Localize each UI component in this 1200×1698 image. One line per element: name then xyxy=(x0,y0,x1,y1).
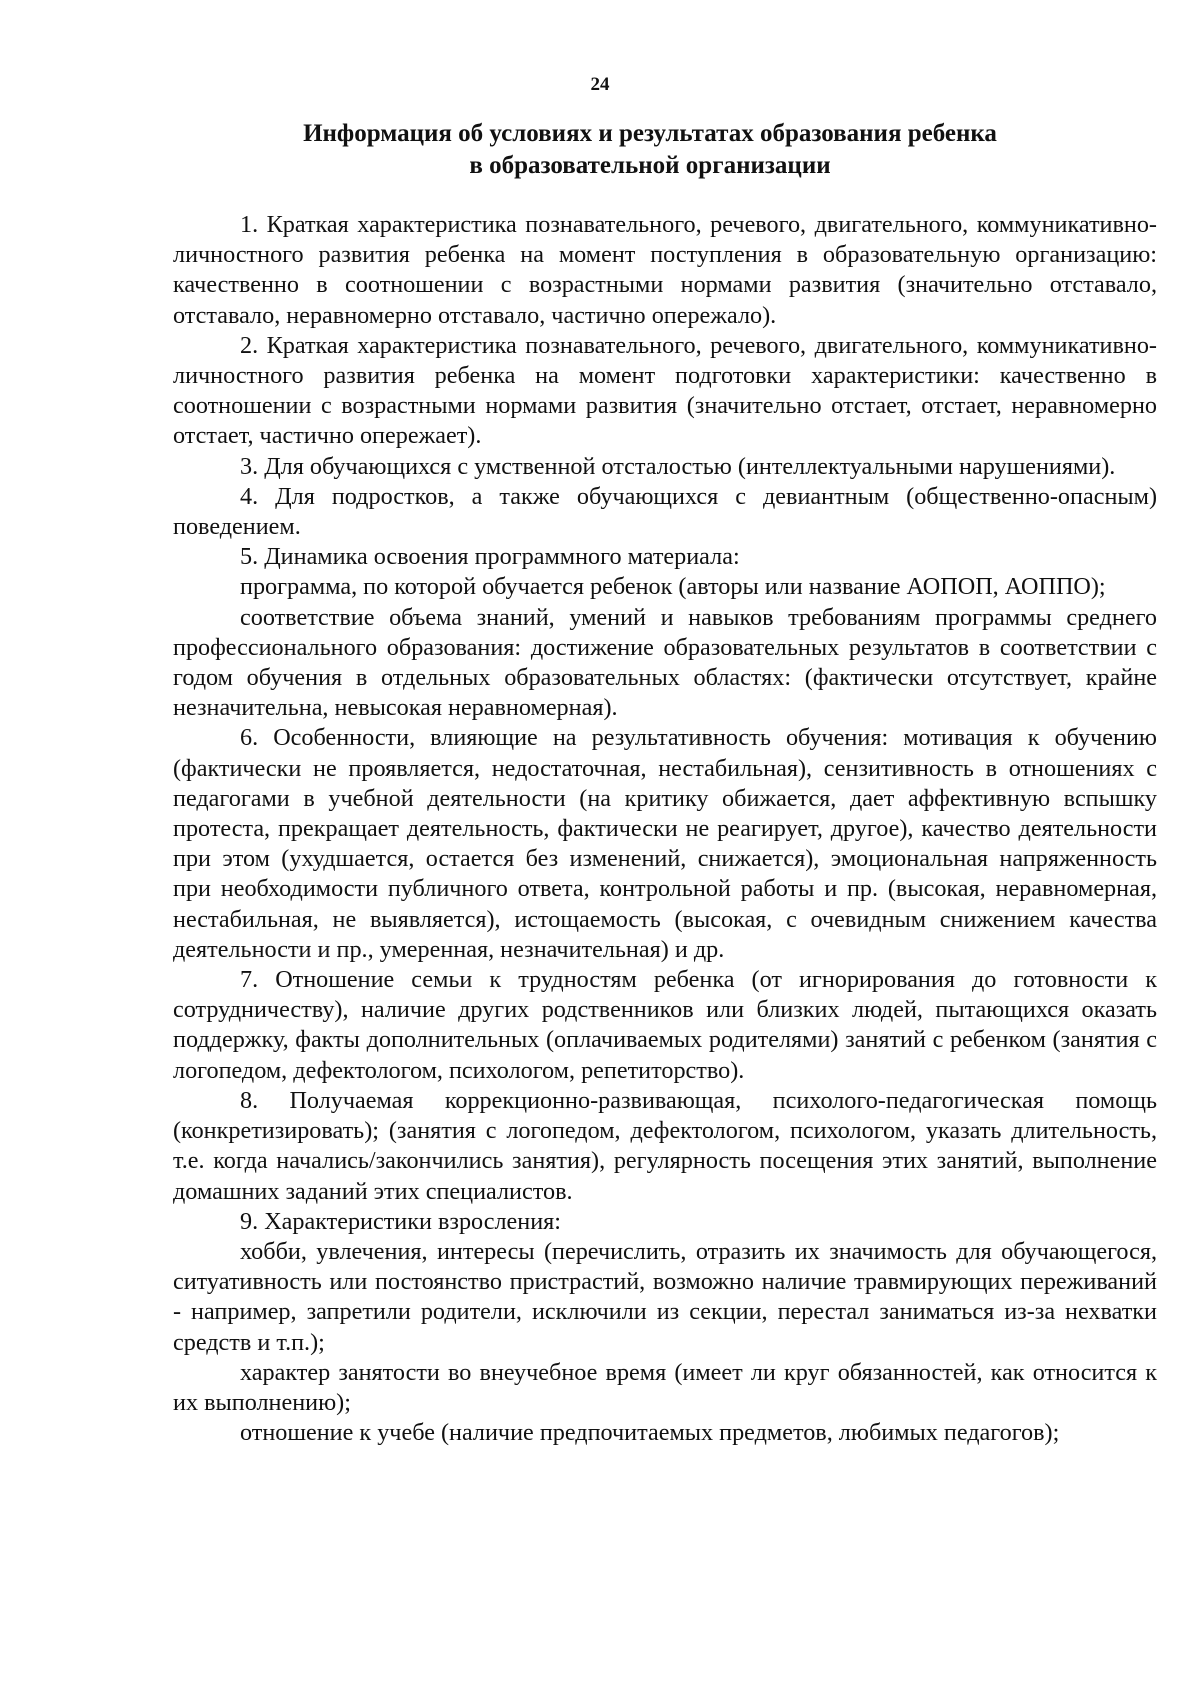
paragraph-9-hobbies: хобби, увлечения, интересы (перечислить, отразить их значимость для обучающегося, ситуативность или постоянство пристрастий, возможно наличие травмирующих переживаний - например, запретили родители, исключили из секции, перестал заниматься из-за нехватки средств и т.п.); xyxy=(173,1237,1157,1356)
document-title-line-1: Информация об условиях и результатах образования ребенка xyxy=(303,120,997,147)
paragraph-7: 7. Отношение семьи к трудностям ребенка (от игнорирования до готовности к сотрудничеству), наличие других родственников или близких людей, пытающихся оказать поддержку, факты дополнительных (оплачиваемых родителями) занятий с ребенком (занятия с логопедом, дефектологом, психологом, репетиторство). xyxy=(173,966,1157,1084)
paragraph-5: 5. Динамика освоения программного материала: xyxy=(240,543,740,571)
document-title-line-2: в образовательной организации xyxy=(469,152,831,179)
paragraph-5-compliance: соответствие объема знаний, умений и навыков требованиям программы среднего профессионального образования: достижение образовательных результатов в соответствии с годом обучения в отдельных образовательных областях: (фактически отсутствует, крайне незначительна, невысокая неравномерная). xyxy=(173,603,1157,722)
paragraph-3: 3. Для обучающихся с умственной отсталостью (интеллектуальными нарушениями). xyxy=(240,452,1116,480)
paragraph-1: 1. Краткая характеристика познавательного, речевого, двигательного, коммуникативно-личностного развития ребенка на момент поступления в образовательную организацию: качественно в соотношении с возрастными нормами развития (значительно отставало, отставало, неравномерно отставало, частично опережало). xyxy=(173,211,1157,329)
page-number: 24 xyxy=(590,74,610,95)
paragraph-5-program: программа, по которой обучается ребенок (авторы или название АОПОП, АОППО); xyxy=(240,573,1106,601)
document-body xyxy=(173,210,1157,1448)
paragraph-8: 8. Получаемая коррекционно-развивающая, психолого-педагогическая помощь (конкретизировать); (занятия с логопедом, дефектологом, психологом, указать длительность, т.е. когда начались/закончились занятия), регулярность посещения этих занятий, выполнение домашних заданий этих специалистов. xyxy=(173,1086,1157,1205)
paragraph-4: 4. Для подростков, а также обучающихся с девиантным (общественно-опасным) поведением. xyxy=(173,482,1157,541)
paragraph-6: 6. Особенности, влияющие на результативность обучения: мотивация к обучению (фактически не проявляется, недостаточная, нестабильная), сензитивность в отношениях с педагогами в учебной деятельности (на критику обижается, дает аффективную вспышку протеста, прекращает деятельность, фактически не реагирует, другое), качество деятельности при этом (ухудшается, остается без изменений, снижается), эмоциональная напряженность при необходимости публичного ответа, контрольной работы и пр. (высокая, неравномерная, нестабильная, не выявляется), истощаемость (высокая, с очевидным снижением качества деятельности и пр., умеренная, незначительная) и др. xyxy=(173,724,1157,963)
paragraph-9-study-attitude: отношение к учебе (наличие предпочитаемых предметов, любимых педагогов); xyxy=(240,1419,1060,1447)
paragraph-9: 9. Характеристики взросления: xyxy=(240,1207,562,1235)
paragraph-2: 2. Краткая характеристика познавательного, речевого, двигательного, коммуникативно-личностного развития ребенка на момент подготовки характеристики: качественно в соотношении с возрастными нормами развития (значительно отстает, отстает, неравномерно отстает, частично опережает). xyxy=(173,331,1157,450)
document-title xyxy=(240,118,1060,182)
paragraph-9-employment: характер занятости во внеучебное время (имеет ли круг обязанностей, как относится к их выполнению); xyxy=(173,1358,1157,1416)
